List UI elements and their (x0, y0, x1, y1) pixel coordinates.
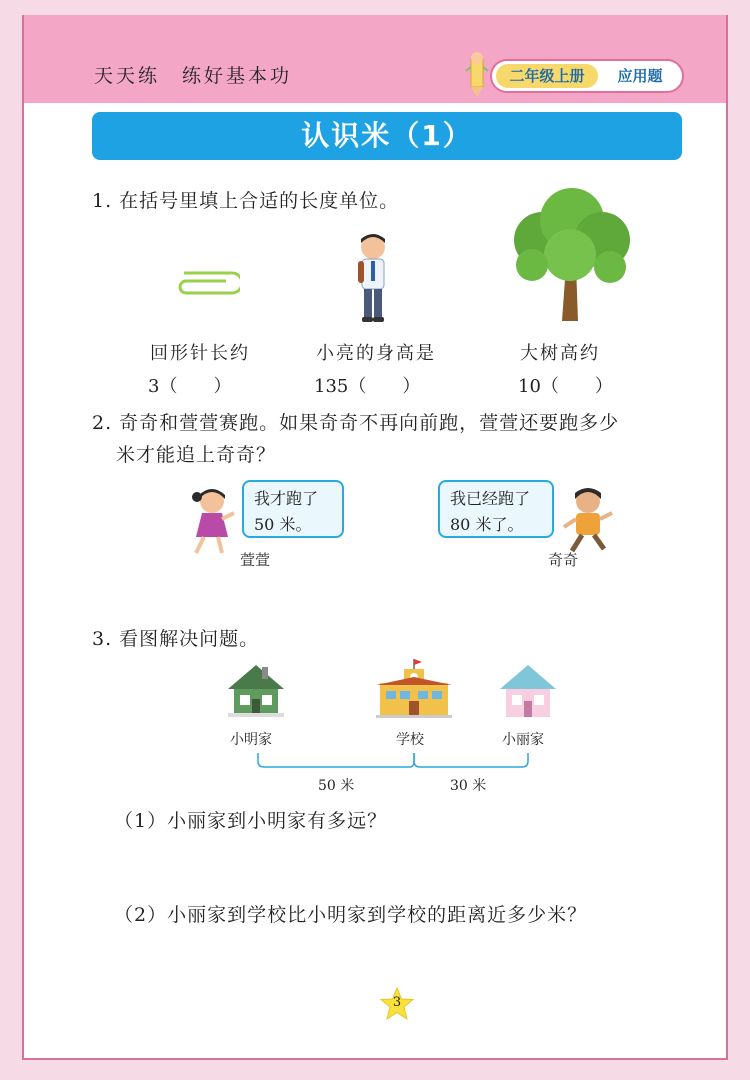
header-motto: 天天练 练好基本功 (94, 65, 293, 87)
xiaoming-house-icon (226, 663, 286, 719)
paperclip-icon (176, 269, 240, 297)
q1-answer-paperclip[interactable]: 3（ ） (148, 376, 232, 397)
pencil-mascot-icon (462, 51, 492, 99)
tree-icon (502, 185, 636, 321)
place-xiaoli: 小丽家 (502, 732, 544, 748)
girl-speech-line1: 我才跑了 (254, 489, 319, 508)
girl-speech-line2: 50 米。 (254, 515, 312, 534)
boy-speech-line2: 80 米了。 (450, 515, 524, 534)
q1-answer-tree[interactable]: 10（ ） (518, 376, 613, 397)
distance-label-2: 30 米 (450, 778, 487, 794)
q2-prompt-line2: 米才能追上奇奇？ (116, 444, 277, 466)
xiaoli-house-icon (498, 663, 558, 719)
girl-name: 萱萱 (240, 551, 271, 569)
q1-label-tree: 大树高约 (520, 343, 600, 364)
place-xiaoming: 小明家 (230, 732, 272, 748)
grade-badge (490, 59, 684, 93)
q3-sub1: （1）小丽家到小明家有多远？ (114, 810, 388, 832)
boy-qiqi-icon (560, 485, 618, 555)
boy-name: 奇奇 (548, 551, 579, 569)
worksheet-page (22, 15, 728, 1060)
type-label: 应用题 (617, 67, 663, 85)
place-school: 学校 (396, 732, 424, 748)
school-icon (376, 659, 452, 719)
q1-answer-height[interactable]: 135（ ） (314, 376, 421, 397)
distance-diagram (252, 751, 536, 775)
distance-bracket-2 (414, 753, 528, 767)
page-number: 3 (392, 995, 402, 1010)
title-bar (92, 112, 682, 160)
girl-xuanxuan-icon (186, 485, 240, 557)
boy-speech-line1: 我已经跑了 (450, 489, 531, 508)
q2-prompt-line1: 2. 奇奇和萱萱赛跑。如果奇奇不再向前跑，萱萱还要跑多少 (92, 412, 620, 434)
q3-prompt: 3. 看图解决问题。 (92, 628, 260, 650)
girl-speech-bubble (242, 480, 344, 538)
page-title: 认识米（1） (301, 119, 473, 152)
distance-label-1: 50 米 (318, 778, 355, 794)
q1-label-paperclip: 回形针长约 (150, 343, 250, 364)
q1-label-height: 小亮的身高是 (316, 343, 436, 364)
header-band (24, 15, 726, 103)
q1-prompt: 1. 在括号里填上合适的长度单位。 (92, 190, 400, 212)
q3-sub2: （2）小丽家到学校比小明家到学校的距离近多少米？ (114, 904, 588, 926)
boy-speech-bubble (438, 480, 554, 538)
grade-label: 二年级上册 (496, 64, 598, 88)
boy-xiaoliang-icon (349, 233, 397, 325)
distance-bracket-1 (258, 753, 414, 767)
